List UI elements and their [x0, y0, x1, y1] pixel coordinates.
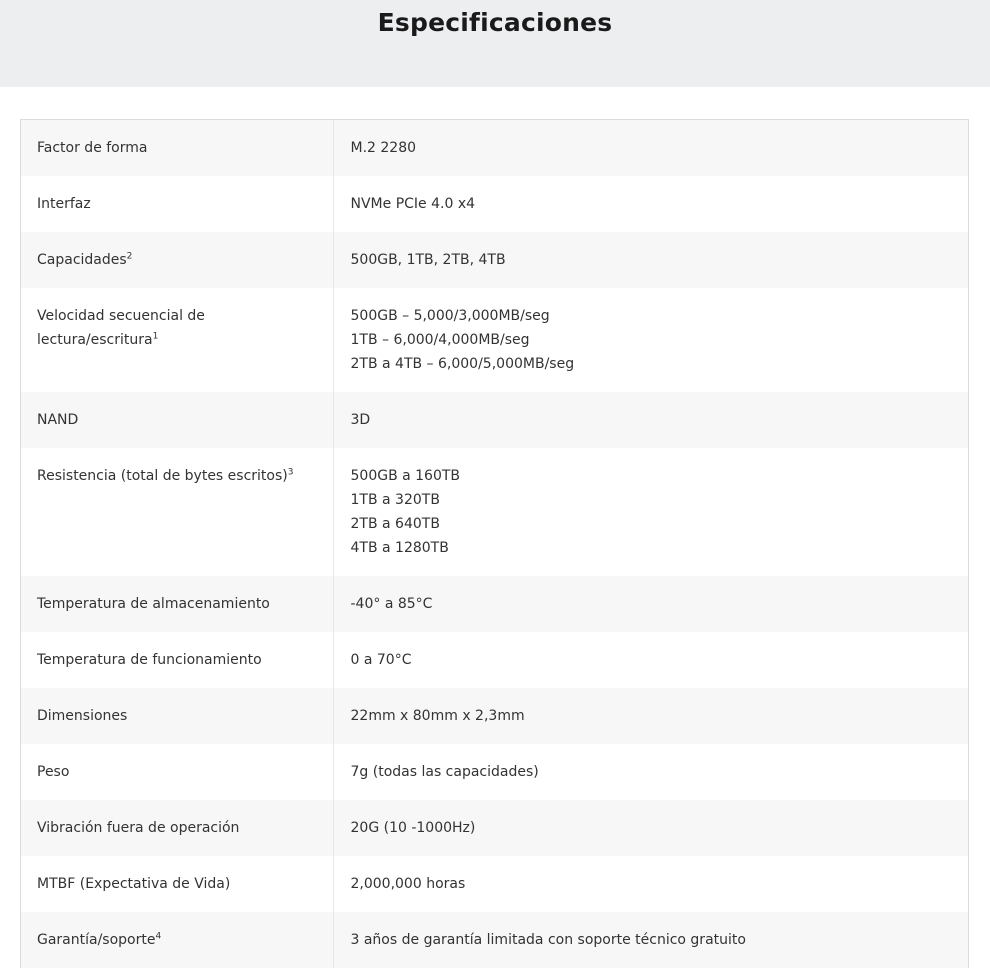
spec-value-cell	[333, 392, 968, 448]
footnote-marker: 4	[155, 931, 162, 942]
spec-label-cell	[21, 800, 333, 856]
spec-value-cell	[333, 800, 968, 856]
spec-value: NVMe PCIe 4.0 x4	[350, 196, 476, 212]
spec-value: 1TB – 6,000/4,000MB/seg	[350, 332, 530, 348]
footnote-marker: 1	[152, 331, 159, 342]
spec-value-cell	[333, 856, 968, 912]
page-title: Especificaciones	[377, 8, 613, 37]
spec-row	[21, 288, 968, 392]
spec-value-cell	[333, 632, 968, 688]
specifications-table	[20, 119, 969, 968]
spec-value-cell	[333, 912, 968, 968]
spec-label: Garantía/soporte	[37, 932, 156, 948]
page-header	[0, 0, 990, 87]
spec-label-cell	[21, 232, 333, 288]
footnote-marker: 3	[287, 467, 294, 478]
spec-value-cell	[333, 288, 968, 392]
spec-row	[21, 232, 968, 288]
spec-row	[21, 176, 968, 232]
spec-value-cell	[333, 448, 968, 576]
spec-label: Temperatura de funcionamiento	[37, 652, 262, 668]
spec-value: 0 a 70°C	[350, 652, 412, 668]
spec-value: 500GB – 5,000/3,000MB/seg	[350, 308, 550, 324]
spec-label: Velocidad secuencial de lectura/escritura	[37, 308, 205, 348]
spec-value: 4TB a 1280TB	[350, 540, 449, 556]
spec-row	[21, 448, 968, 576]
spec-row	[21, 744, 968, 800]
spec-label-cell	[21, 288, 333, 392]
spec-value: 1TB a 320TB	[350, 492, 440, 508]
spec-value-cell	[333, 120, 968, 176]
spec-label: Vibración fuera de operación	[37, 820, 240, 836]
spec-value: M.2 2280	[350, 140, 417, 156]
spec-label-cell	[21, 744, 333, 800]
spec-value: 3D	[350, 412, 371, 428]
spec-row	[21, 856, 968, 912]
footnote-marker: 2	[126, 251, 133, 262]
spec-label: Temperatura de almacenamiento	[37, 596, 270, 612]
spec-label-cell	[21, 176, 333, 232]
spec-row	[21, 632, 968, 688]
spec-row	[21, 688, 968, 744]
spec-value: 22mm x 80mm x 2,3mm	[350, 708, 525, 724]
spec-label: Dimensiones	[37, 708, 128, 724]
spec-value-cell	[333, 744, 968, 800]
spec-row	[21, 120, 968, 176]
spec-value: 500GB, 1TB, 2TB, 4TB	[350, 252, 506, 268]
spec-label-cell	[21, 688, 333, 744]
spec-label: Interfaz	[37, 196, 91, 212]
spec-label: Capacidades	[37, 252, 127, 268]
spec-label: MTBF (Expectativa de Vida)	[37, 876, 231, 892]
spec-value-cell	[333, 176, 968, 232]
spec-row	[21, 576, 968, 632]
spec-value: 2,000,000 horas	[350, 876, 466, 892]
spec-value-cell	[333, 576, 968, 632]
spec-row	[21, 800, 968, 856]
spec-label-cell	[21, 120, 333, 176]
spec-label: NAND	[37, 412, 79, 428]
spec-value: 3 años de garantía limitada con soporte técnico gratuito	[350, 932, 746, 948]
spec-value: 7g (todas las capacidades)	[350, 764, 539, 780]
spec-label-cell	[21, 912, 333, 968]
spec-row	[21, 392, 968, 448]
spec-value-cell	[333, 688, 968, 744]
spec-label-cell	[21, 632, 333, 688]
spec-value: 2TB a 4TB – 6,000/5,000MB/seg	[350, 356, 575, 372]
spec-row	[21, 912, 968, 968]
spec-label-cell	[21, 576, 333, 632]
spec-label-cell	[21, 448, 333, 576]
spec-value: 2TB a 640TB	[350, 516, 440, 532]
spec-value: -40° a 85°C	[350, 596, 433, 612]
spec-label: Factor de forma	[37, 140, 148, 156]
spec-label-cell	[21, 392, 333, 448]
spec-label: Peso	[37, 764, 70, 780]
spec-label: Resistencia (total de bytes escritos)	[37, 468, 288, 484]
spec-value: 500GB a 160TB	[350, 468, 461, 484]
spec-label-cell	[21, 856, 333, 912]
spec-value-cell	[333, 232, 968, 288]
spec-value: 20G (10 -1000Hz)	[350, 820, 476, 836]
specifications-table-body	[21, 120, 968, 968]
